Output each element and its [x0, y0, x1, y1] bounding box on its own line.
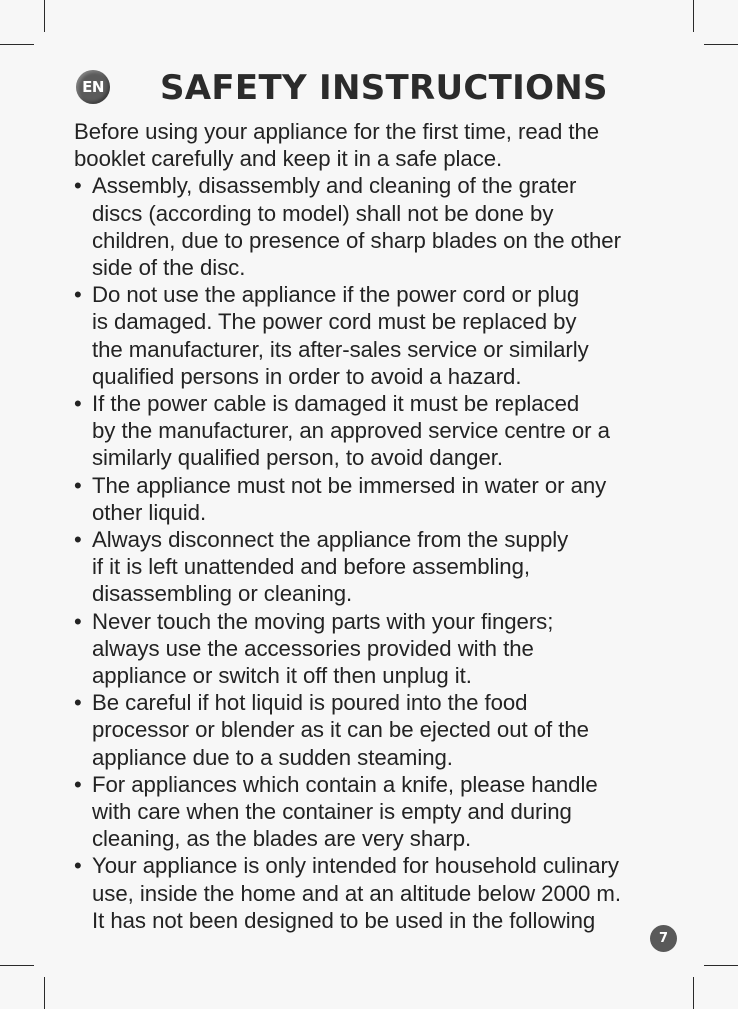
crop-mark-top-right [693, 0, 694, 32]
bullet-text: Your appliance is only intended for household culinary use, inside the home and at an altitude below 2000 m. It has not been designed to be used in the following [92, 853, 621, 933]
bullet-item [74, 281, 674, 390]
bullet-item [74, 771, 674, 853]
crop-mark-bottom-right [693, 977, 694, 1009]
bullet-item [74, 852, 674, 934]
bullet-dot-icon: • [74, 472, 82, 498]
bullet-dot-icon: • [74, 690, 82, 716]
bullet-item [74, 608, 674, 690]
bullet-item [74, 526, 674, 608]
bullet-text: Be careful if hot liquid is poured into the food processor or blender as it can be ejected out of the appliance due to a sudden steaming. [92, 690, 589, 770]
page-title: SAFETY INSTRUCTIONS [160, 68, 608, 108]
safety-bullet-list [74, 172, 674, 934]
bullet-item [74, 472, 674, 526]
bullet-text: Never touch the moving parts with your fingers; always use the accessories provided with the appliance or switch it off then unplug it. [92, 608, 554, 689]
bullet-text: Assembly, disassembly and cleaning of the grater discs (according to model) shall not be done by children, due to presence of sharp blades on the other side of the disc. [92, 173, 621, 281]
bullet-text: Always disconnect the appliance from the supply if it is left unattended and before assembling, disassembling or cleaning. [92, 527, 569, 607]
page-number-badge: 7 [650, 925, 677, 952]
bullet-item [74, 390, 674, 472]
crop-mark-bottom-right-h [704, 965, 738, 966]
bullet-dot-icon: • [74, 173, 82, 199]
bullet-text: If the power cable is damaged it must be replaced by the manufacturer, an approved service centre or a similarly qualified person, to avoid danger. [92, 391, 610, 471]
crop-mark-top-left-h [0, 44, 34, 45]
crop-mark-top-left [44, 0, 45, 32]
crop-mark-bottom-left [44, 977, 45, 1009]
bullet-item [74, 172, 674, 281]
language-badge: EN [76, 70, 110, 104]
intro-paragraph: Before using your appliance for the first time, read the booklet carefully and keep it in a safe place. [74, 119, 600, 172]
bullet-dot-icon: • [74, 853, 82, 879]
crop-mark-bottom-left-h [0, 965, 34, 966]
safety-text-body [74, 118, 674, 934]
bullet-text: Do not use the appliance if the power cord or plug is damaged. The power cord must be replaced by the manufacturer, its after-sales service or similarly qualified persons in order to avoid a hazard. [92, 282, 589, 389]
bullet-text: For appliances which contain a knife, please handle with care when the container is empty and during cleaning, as the blades are very sharp. [92, 771, 598, 852]
bullet-dot-icon: • [74, 608, 82, 634]
bullet-dot-icon: • [74, 282, 82, 308]
bullet-item [74, 689, 674, 771]
crop-mark-top-right-h [704, 44, 738, 45]
bullet-dot-icon: • [74, 771, 82, 797]
bullet-text: The appliance must not be immersed in water or any other liquid. [92, 472, 607, 525]
bullet-dot-icon: • [74, 391, 82, 417]
bullet-dot-icon: • [74, 527, 82, 553]
